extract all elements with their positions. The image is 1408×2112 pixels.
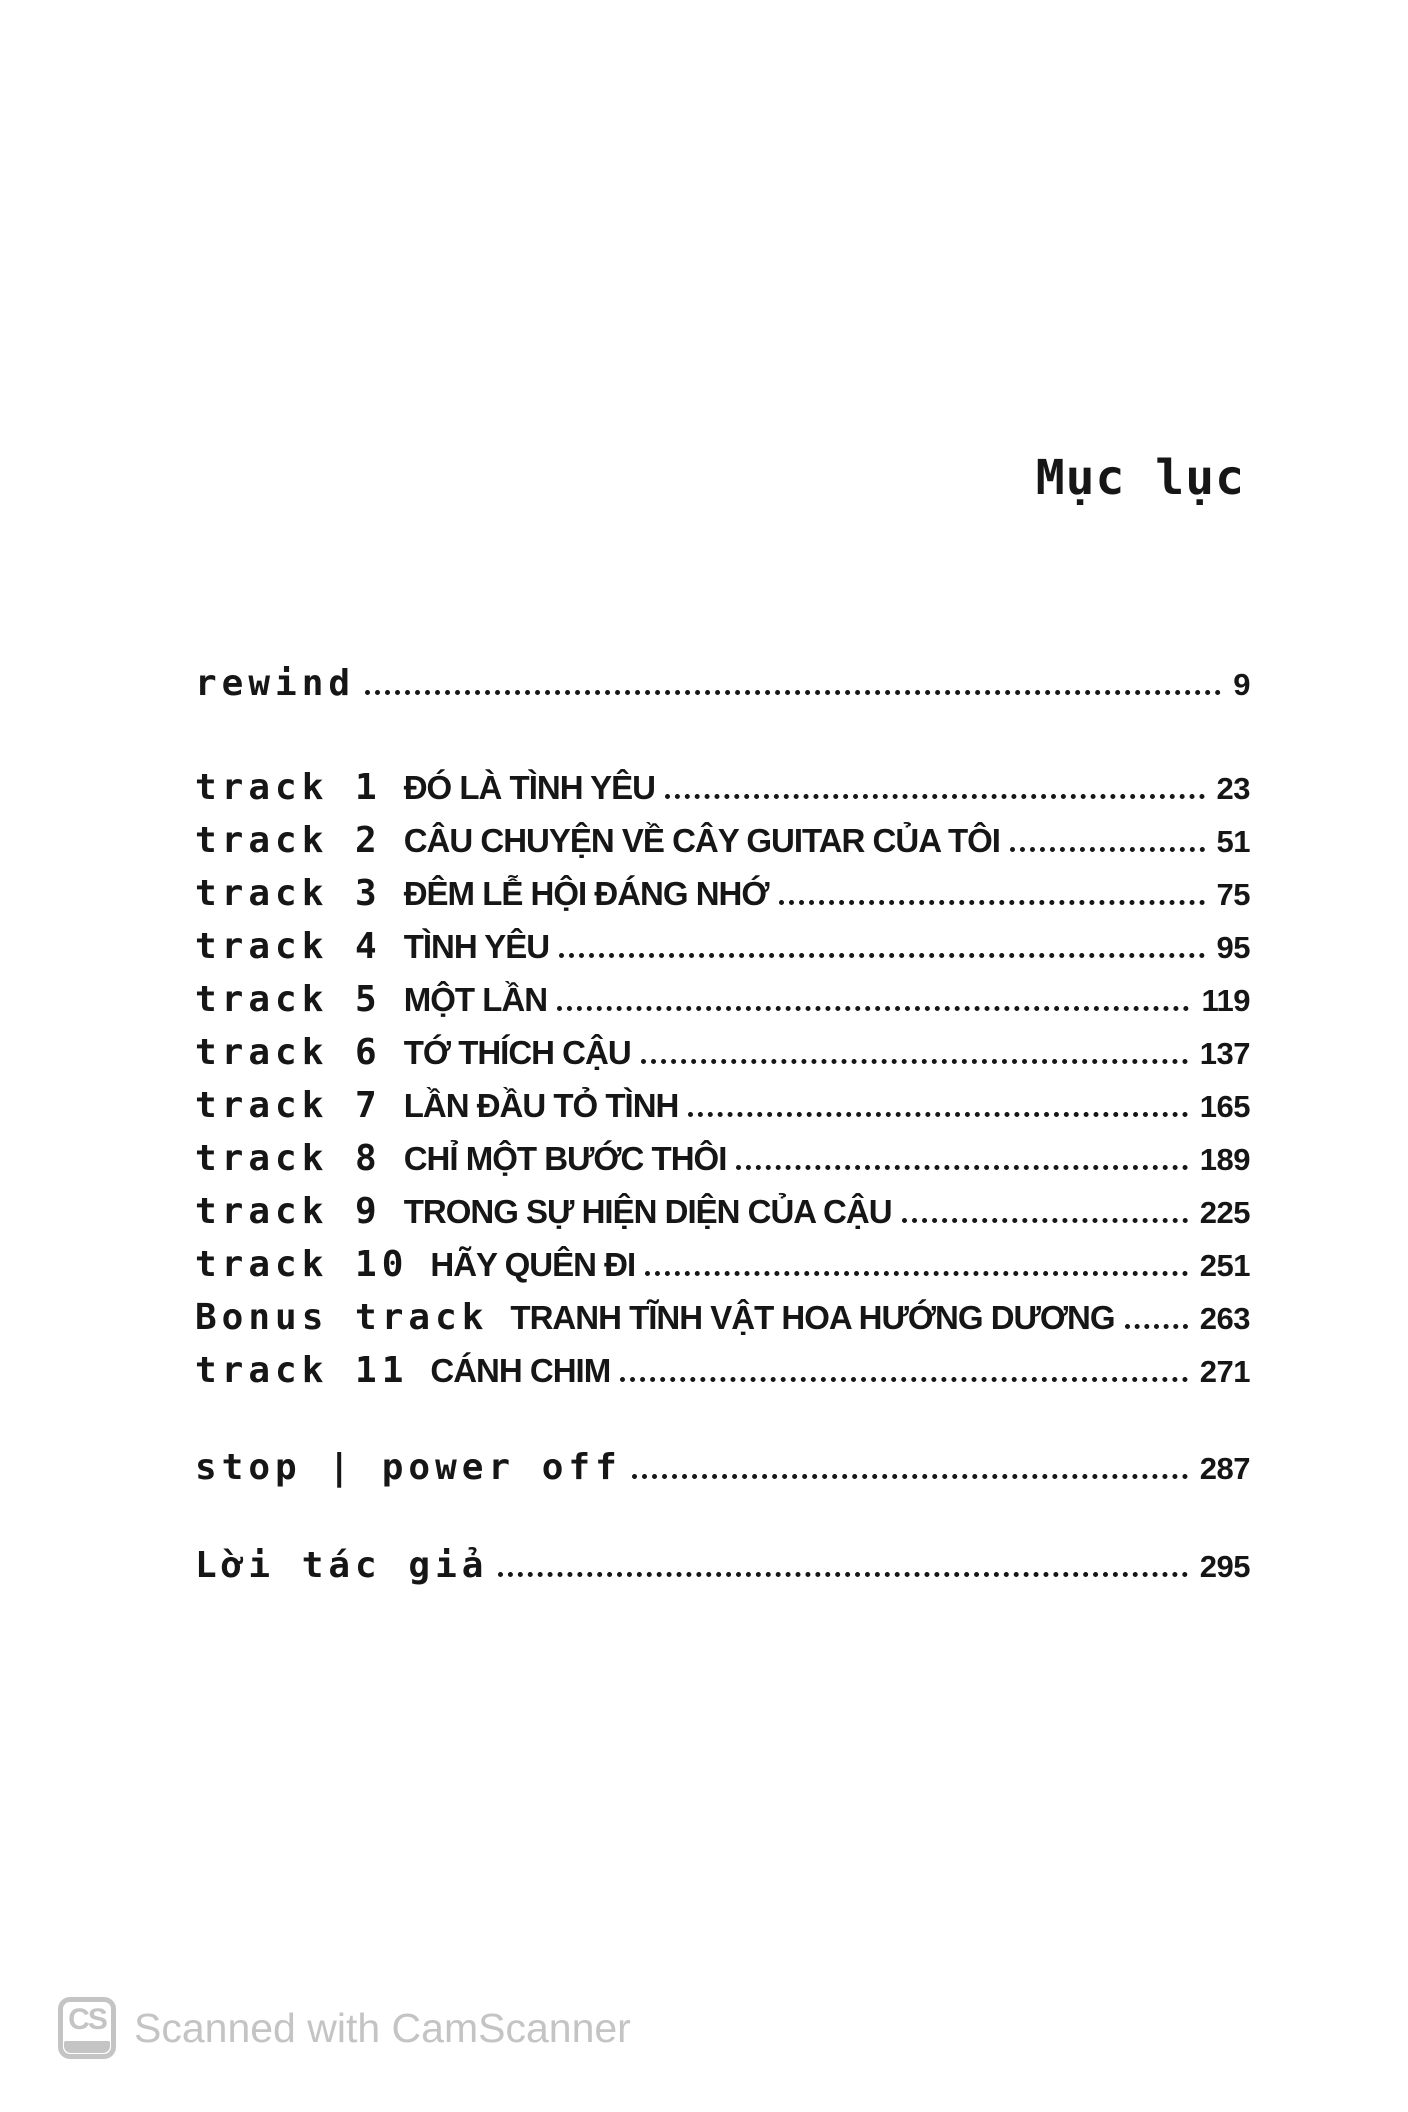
page-number: 271 bbox=[1199, 1354, 1250, 1389]
song-title: ĐÓ LÀ TÌNH YÊU bbox=[403, 769, 655, 806]
page-number: 119 bbox=[1201, 983, 1250, 1018]
toc-entry-label: track 4 bbox=[195, 926, 382, 967]
dotted-leader bbox=[632, 1474, 1188, 1479]
page-number: 23 bbox=[1216, 771, 1250, 806]
page-title: Mục lục bbox=[1035, 450, 1245, 506]
page-number: 95 bbox=[1216, 930, 1250, 965]
toc-entry-label: rewind bbox=[195, 663, 356, 704]
toc-author-block bbox=[195, 1539, 1250, 1592]
toc-row-track-3 bbox=[195, 867, 1250, 920]
toc-entry-label: Lời tác giả bbox=[195, 1545, 489, 1586]
dotted-leader bbox=[779, 900, 1205, 905]
song-title: TRANH TĨNH VẬT HOA HƯỚNG DƯƠNG bbox=[510, 1299, 1115, 1336]
toc-row-track-4 bbox=[195, 920, 1250, 973]
dotted-leader bbox=[902, 1218, 1188, 1223]
dotted-leader bbox=[559, 953, 1204, 958]
toc-entry-label: track 8 bbox=[195, 1138, 382, 1179]
toc-row-stop-power-off bbox=[195, 1441, 1250, 1494]
toc-row-track-5 bbox=[195, 973, 1250, 1026]
dotted-leader bbox=[365, 690, 1221, 695]
camscanner-logo-strip bbox=[64, 2041, 110, 2053]
song-title: CHỈ MỘT BƯỚC THÔI bbox=[403, 1140, 727, 1177]
song-title: HÃY QUÊN ĐI bbox=[430, 1246, 636, 1283]
dotted-leader bbox=[557, 1006, 1189, 1011]
toc-entry-label: track 6 bbox=[195, 1032, 382, 1073]
song-title: LẦN ĐẦU TỎ TÌNH bbox=[403, 1087, 679, 1124]
toc-row-track-2 bbox=[195, 814, 1250, 867]
page-number: 165 bbox=[1199, 1089, 1250, 1124]
toc-row-track-6 bbox=[195, 1026, 1250, 1079]
toc-entry-label: track 2 bbox=[195, 820, 382, 861]
song-title: TỚ THÍCH CẬU bbox=[403, 1034, 631, 1071]
table-of-contents bbox=[195, 657, 1250, 1592]
toc-stop-block bbox=[195, 1441, 1250, 1494]
toc-row-track-9 bbox=[195, 1185, 1250, 1238]
toc-entry-label: stop | power off bbox=[195, 1447, 622, 1488]
song-title: CÁNH CHIM bbox=[430, 1352, 611, 1389]
toc-tracks-block bbox=[195, 761, 1250, 1397]
dotted-leader bbox=[1125, 1324, 1188, 1329]
toc-row-rewind bbox=[195, 657, 1250, 710]
toc-entry-label: track 5 bbox=[195, 979, 382, 1020]
page-number: 251 bbox=[1199, 1248, 1250, 1283]
dotted-leader bbox=[641, 1059, 1188, 1064]
toc-entry-label: Bonus track bbox=[195, 1297, 489, 1338]
toc-entry-label: track 7 bbox=[195, 1085, 382, 1126]
toc-row-track-11 bbox=[195, 1344, 1250, 1397]
toc-entry-label: track 1 bbox=[195, 767, 382, 808]
page-number: 137 bbox=[1199, 1036, 1250, 1071]
dotted-leader bbox=[620, 1377, 1188, 1382]
page-number: 263 bbox=[1199, 1301, 1250, 1336]
toc-row-track-8 bbox=[195, 1132, 1250, 1185]
dotted-leader bbox=[1010, 847, 1205, 852]
camscanner-watermark bbox=[58, 1997, 631, 2059]
camscanner-logo-icon bbox=[58, 1997, 116, 2059]
toc-entry-label: track 3 bbox=[195, 873, 382, 914]
toc-row-bonus-track bbox=[195, 1291, 1250, 1344]
page-number: 75 bbox=[1216, 877, 1250, 912]
dotted-leader bbox=[688, 1112, 1187, 1117]
toc-entry-label: track 11 bbox=[195, 1350, 409, 1391]
toc-row-author-note bbox=[195, 1539, 1250, 1592]
toc-row-track-10 bbox=[195, 1238, 1250, 1291]
page-number: 295 bbox=[1199, 1549, 1250, 1584]
song-title: MỘT LẦN bbox=[403, 981, 548, 1018]
song-title: TÌNH YÊU bbox=[403, 928, 550, 965]
page-number: 189 bbox=[1199, 1142, 1250, 1177]
toc-row-track-7 bbox=[195, 1079, 1250, 1132]
watermark-text: Scanned with CamScanner bbox=[134, 2004, 631, 2051]
dotted-leader bbox=[665, 794, 1205, 799]
song-title: TRONG SỰ HIỆN DIỆN CỦA CẬU bbox=[403, 1193, 892, 1230]
page-number: 9 bbox=[1233, 667, 1250, 702]
song-title: CÂU CHUYỆN VỀ CÂY GUITAR CỦA TÔI bbox=[403, 822, 1000, 859]
page-number: 287 bbox=[1199, 1451, 1250, 1486]
toc-row-track-1 bbox=[195, 761, 1250, 814]
page-number: 51 bbox=[1216, 824, 1250, 859]
camscanner-logo-letters: CS bbox=[68, 2003, 106, 2036]
toc-entry-label: track 10 bbox=[195, 1244, 409, 1285]
song-title: ĐÊM LỄ HỘI ĐÁNG NHỚ bbox=[403, 875, 769, 912]
dotted-leader bbox=[645, 1271, 1188, 1276]
toc-entry-label: track 9 bbox=[195, 1191, 382, 1232]
dotted-leader bbox=[498, 1572, 1187, 1577]
dotted-leader bbox=[736, 1165, 1187, 1170]
page-number: 225 bbox=[1199, 1195, 1250, 1230]
